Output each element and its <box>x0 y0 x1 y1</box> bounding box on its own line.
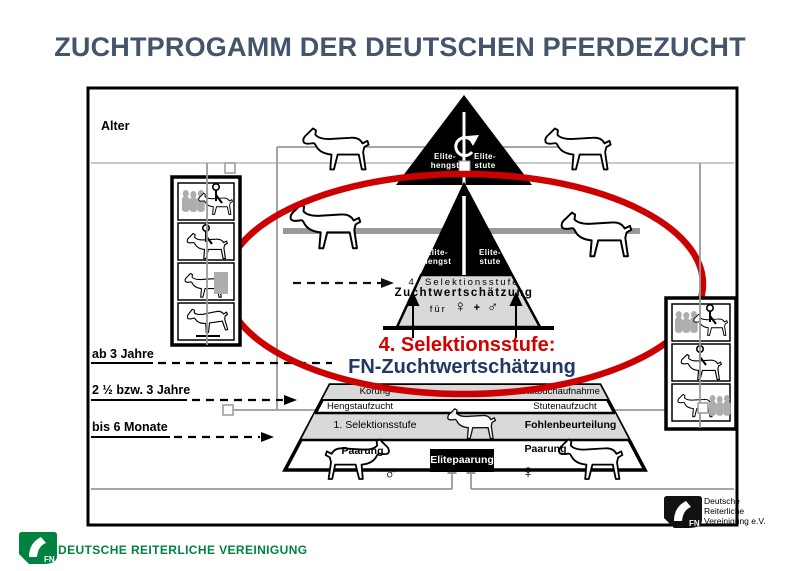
row-elitepaarung: Elitepaarung <box>430 454 494 466</box>
horse-middle-left <box>291 205 361 249</box>
fn-logo-caption: Deutsche Reiterliche Vereinigung e.V. <box>704 496 766 526</box>
top-pyramid-label-left: Elite- hengst <box>430 152 460 170</box>
connector-square-center <box>459 161 470 172</box>
elite-pyramid-label-right: Elite- stute <box>479 248 501 266</box>
elite-pyramid-label-left: Elite- hengst <box>422 248 452 266</box>
row-selektionsstufe1: 1. Selektionsstufe <box>333 419 417 431</box>
row-koerung-left: Körung <box>359 386 391 397</box>
highlight-line2: FN-Zuchtwertschätzung <box>348 356 576 378</box>
top-pyramid <box>396 95 532 185</box>
elite-stage-line1: 4. Selektionsstufe <box>408 277 520 288</box>
highlight-line1: 4. Selektionsstufe: <box>378 334 556 356</box>
plus-sign: + <box>473 302 481 314</box>
male-symbol-bottom: ♂ <box>383 463 399 484</box>
female-symbol: ♀ <box>453 297 467 316</box>
horse-middle-right <box>562 213 632 257</box>
row-hengstaufzucht: Hengstaufzucht <box>326 401 393 412</box>
female-symbol-bottom: ♀ <box>520 462 536 483</box>
fn-logo-green-icon <box>19 532 57 564</box>
fuer-label: für <box>429 304 447 315</box>
dashed-arrow-selection <box>293 278 394 288</box>
age-level-lines <box>91 363 332 442</box>
association-name: DEUTSCHE REITERLICHE VEREINIGUNG <box>58 543 308 557</box>
age-axis-label: Alter <box>101 119 130 133</box>
row-koerung-right: Stutbuchaufnahme <box>520 386 600 397</box>
male-symbol: ♂ <box>487 299 499 316</box>
row-fohlenbeurteilung: Fohlenbeurteilung <box>524 419 617 431</box>
age-level-bis6monate: bis 6 Monate <box>92 420 168 434</box>
elite-pyramid <box>383 184 554 338</box>
age-level-ab3jahre: ab 3 Jahre <box>92 347 154 361</box>
row-stutenaufzucht: Stutenaufzucht <box>533 401 597 412</box>
age-level-2halb: 2 ½ bzw. 3 Jahre <box>92 383 191 397</box>
fn-monogram-green: FN <box>44 555 55 564</box>
fn-monogram: FN <box>689 519 700 528</box>
elite-stage-line2: Zuchtwertschätzung <box>394 287 534 299</box>
top-pyramid-label-right: Elite- stute <box>474 152 496 170</box>
row-paarung-left: Paarung <box>341 445 384 457</box>
slide-title: ZUCHTPROGAMM DER DEUTSCHEN PFERDEZUCHT <box>54 32 746 62</box>
row-paarung-right: Paarung <box>524 443 567 455</box>
fn-logo-icon <box>664 496 702 528</box>
elitepaarung-box <box>430 449 494 472</box>
